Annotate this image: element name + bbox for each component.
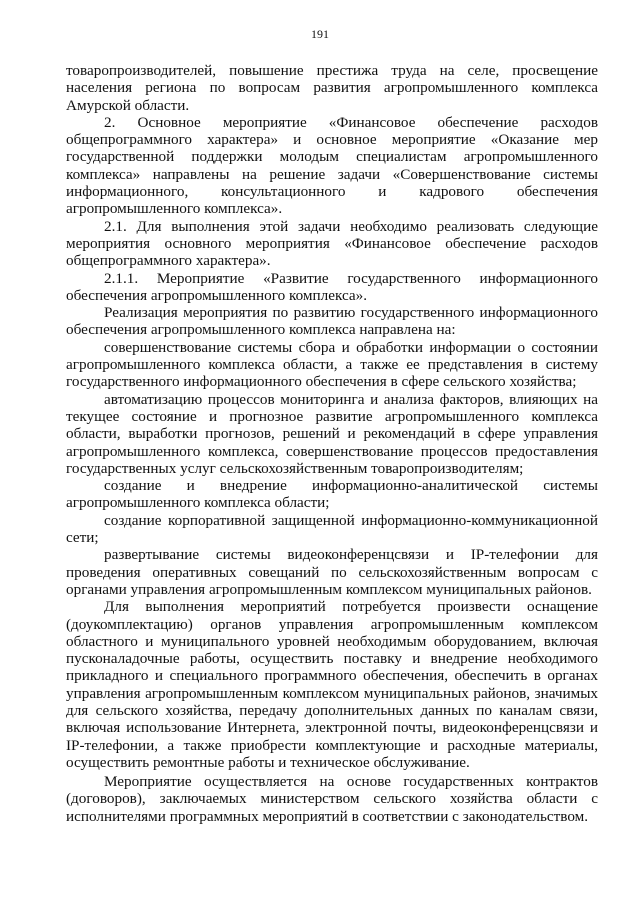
paragraph-equipment: Для выполнения мероприятий потребуется произвести оснащение (доукомплектацию) органов управления агропромышленным комплексом областного и муниципального уровней необходимым оборудованием, включая пусконаладочные работы, осуществить поставку и внедрение необходимого прикладного и специального программного обеспечения, обеспечить в органах управления агропромышленным комплексом муниципальных районов, значимых для сельского хозяйства, передачу дополнительных данных по каналам связи, включая использование Интернета, электронной почты, видеоконференцсвязи и IP-телефонии, а также приобрести комплектующие и расходные материалы, осуществить ремонтные работы и техническое обслуживание.: [66, 598, 598, 771]
paragraph-list-item: создание корпоративной защищенной информационно-коммуникационной сети;: [66, 511, 598, 547]
paragraph-list-item: развертывание системы видеоконференцсвязи и IP-телефонии для проведения оперативных совещаний по сельскохозяйственным вопросам с органами управления агропромышленным комплексом муниципальных районов.: [66, 546, 598, 598]
paragraph-item-2-1: 2.1. Для выполнения этой задачи необходимо реализовать следующие мероприятия основного мероприятия «Финансовое обеспечение расходов общепрограммного характера».: [66, 217, 598, 270]
paragraph-list-item: автоматизацию процессов мониторинга и анализа факторов, влияющих на текущее состояние и прогнозное развитие агропромышленного комплекса области, выработки прогнозов, решений и рекомендаций в сфере управления агропромышленного комплекса, совершенствование процессов предоставления государственных услуг сельскохозяйственным товаропроизводителям;: [66, 390, 598, 477]
paragraph-implementation-intro: Реализация мероприятия по развитию государственного информационного обеспечения агропромышленного комплекса направлена на:: [66, 304, 598, 339]
paragraph-continuation: товаропроизводителей, повышение престижа труда на селе, просвещение населения региона по вопросам развития агропромышленного комплекса Амурской области.: [66, 62, 598, 114]
paragraph-list-item: совершенствование системы сбора и обработки информации о состоянии агропромышленного комплекса области, а также ее представления в систему государственного информационного обеспечения в сфере сельского хозяйства;: [66, 338, 598, 391]
document-body: [66, 62, 598, 825]
paragraph-item-2: 2. Основное мероприятие «Финансовое обеспечение расходов общепрограммного характера» и основное мероприятие «Оказание мер государственной поддержки молодым специалистам агропромышленного комплекса» направлены на решение задачи «Совершенствование системы информационного, консультационного и кадрового обеспечения агропромышленного комплекса».: [66, 113, 598, 218]
paragraph-contracts: Мероприятие осуществляется на основе государственных контрактов (договоров), заключаемых министерством сельского хозяйства области с исполнителями программных мероприятий в соответствии с законодательством.: [66, 773, 598, 825]
paragraph-item-2-1-1: 2.1.1. Мероприятие «Развитие государственного информационного обеспечения агропромышленного комплекса».: [66, 269, 598, 304]
paragraph-list-item: создание и внедрение информационно-аналитической системы агропромышленного комплекса области;: [66, 477, 598, 512]
page-number: 191: [311, 27, 329, 41]
